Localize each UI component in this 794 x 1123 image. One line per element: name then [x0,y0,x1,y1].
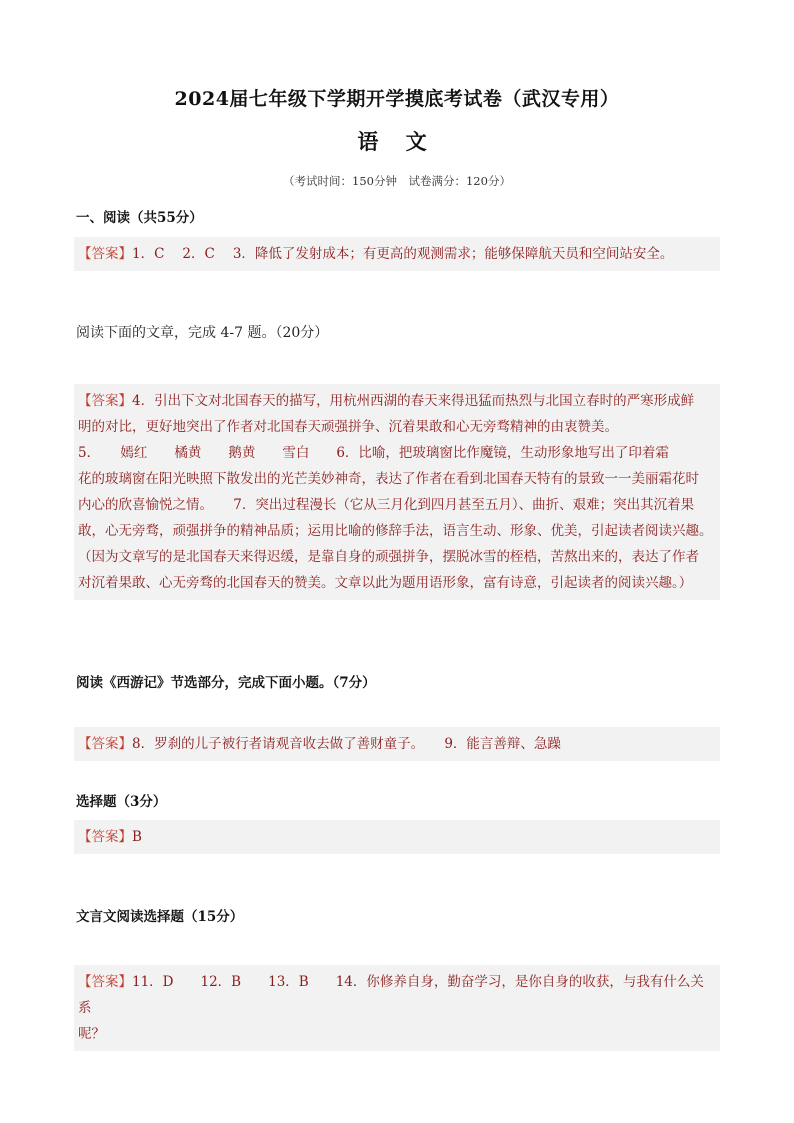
section-heading-choice: 选择题（3分） [76,794,167,810]
reading-instruction-2: 阅读《西游记》节选部分，完成下面小题。（7分） [76,675,376,691]
answer-tag: 【答案】 [78,246,132,262]
answer-line: 花的玻璃窗在阳光映照下散发出的光芒美妙神奇，表达了作者在看到北国春天特有的景致一一美丽霜花时 [78,471,699,487]
answer-block-2 [74,384,720,600]
answer-item: 3．降低了发射成本；有更高的观测需求；能够保障航天员和空间站安全。 [232,246,674,262]
page-title: 2024届七年级下学期开学摸底考试卷（武汉专用） [174,88,620,110]
section-heading-reading: 一、阅读（共55分） [76,210,203,226]
answer-tag: 【答案】 [78,974,132,990]
answer-block-1 [74,237,720,271]
answer-line: （因为文章写的是北国春天来得迟缓，是靠自身的顽强拼争，摆脱冰雪的桎梏，苦熬出来的，表达了作者 [78,549,699,565]
exam-info: （考试时间：150分钟 试卷满分：120分） [283,174,511,188]
answer-block-3: 【答案】8．罗刹的儿子被行者请观音收去做了善财童子。 9．能言善辩、急躁 [74,727,720,761]
reading-instruction-1: 阅读下面的文章，完成 4-7 题。（20分） [76,325,329,341]
answer-tag: 【答案】 [78,736,132,752]
answer-line: 对沉着果敢、心无旁骛的北国春天的赞美。文章以此为题用语形象，富有诗意，引起读者的阅读兴趣。） [78,575,693,591]
answer-tag: 【答案】 [78,393,132,409]
answer-line: 【答案】11．D 12．B 13．B 14．你修养自身，勤奋学习，是你自身的收获，与我有什么关系 [78,974,704,1016]
answer-item: 2．C [182,246,215,262]
answer-line: 明的对比，更好地突出了作者对北国春天顽强拼争、沉着果敢和心无旁骛精神的由衷赞美。 [78,419,618,435]
answer-tag: 【答案】 [78,829,132,845]
answer-block-5 [74,965,720,1051]
subject-title: 语 文 [357,129,437,154]
answer-block-4: 【答案】B [74,820,720,854]
answer-line: 敢，心无旁骛，顽强拼争的精神品质；运用比喻的修辞手法，语言生动、形象、优美，引起读者阅读兴趣。 [78,523,713,539]
section-heading-classical: 文言文阅读选择题（15分） [76,909,244,925]
answer-item: 1．C [132,246,165,262]
answer-line: 内心的欣喜愉悦之情。 7．突出过程漫长（它从三月化到四月甚至五月）、曲折、艰难；突出其沉着果 [78,497,695,513]
answer-line: 5． 嫣红 橘黄 鹅黄 雪白 6．比喻，把玻璃窗比作魔镜，生动形象地写出了印着霜 [78,445,669,461]
answer-line: 【答案】4．引出下文对北国春天的描写，用杭州西湖的春天来得迅猛而热烈与北国立春时的严寒形成鲜 [78,393,695,409]
answer-line: 呢？ [78,1026,105,1042]
